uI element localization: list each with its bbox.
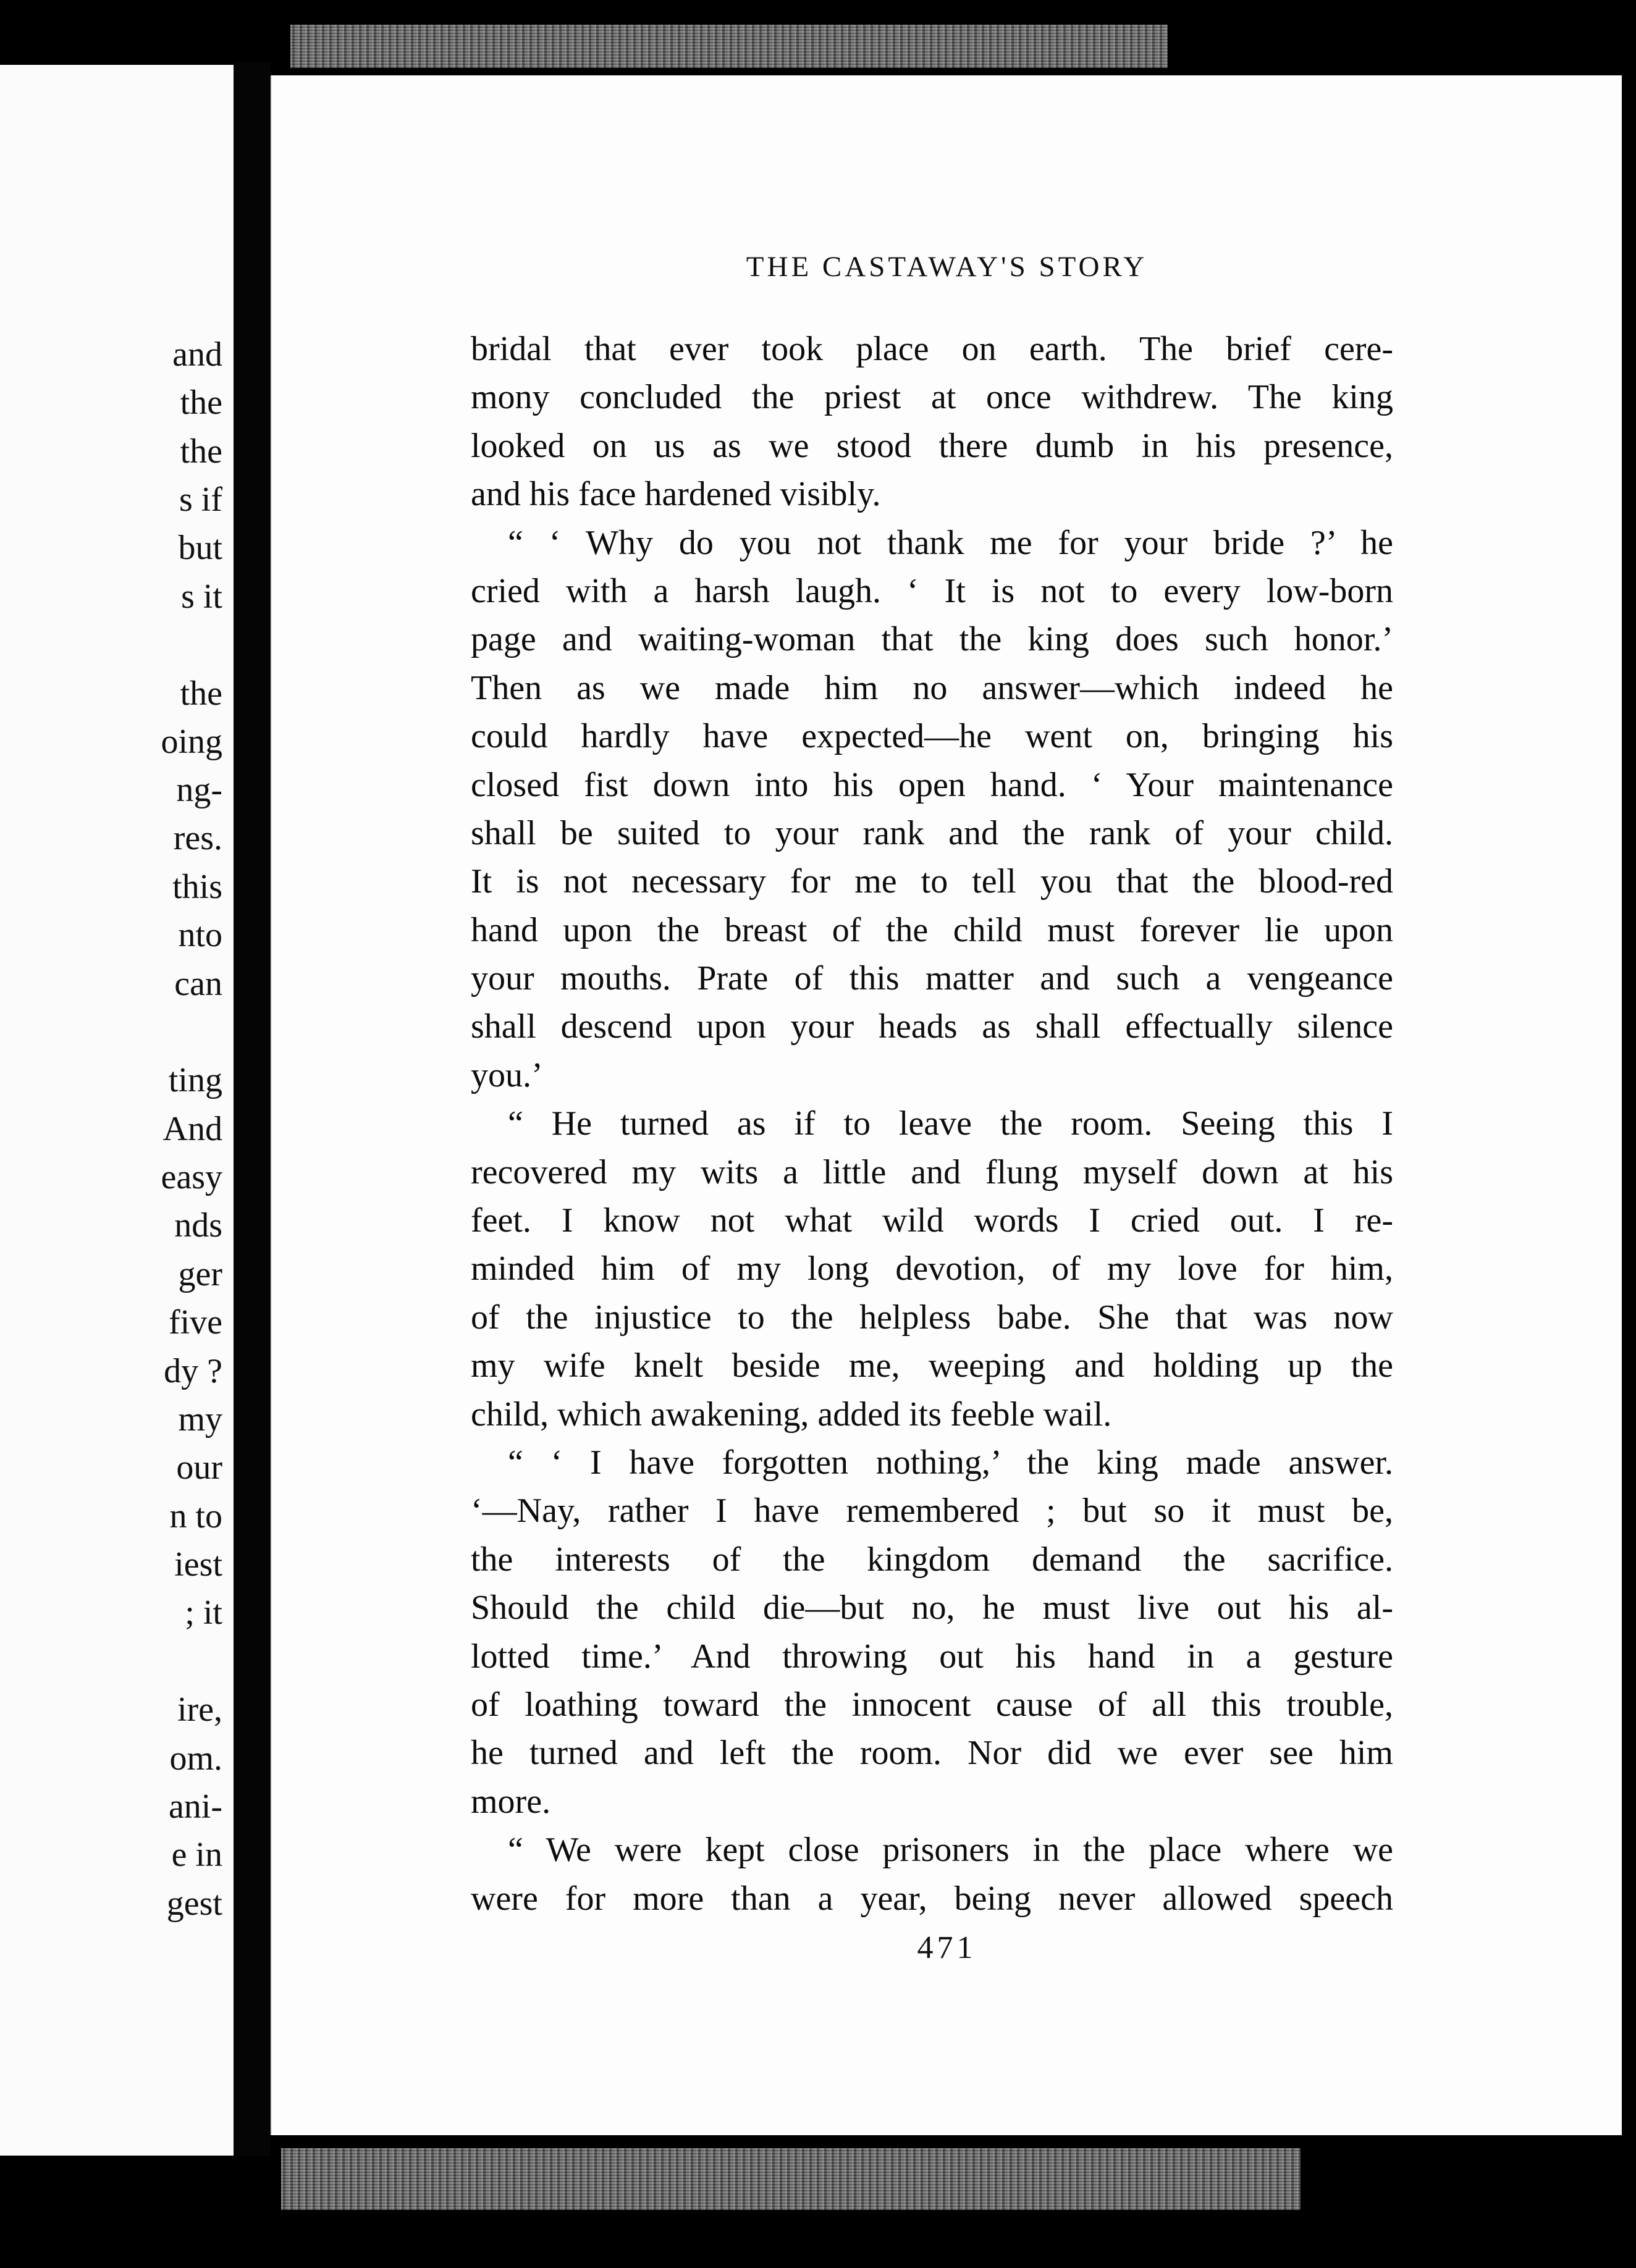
left-line-fragment: my xyxy=(178,1400,222,1438)
text-line: shall descend upon your heads as shall effectually silence xyxy=(471,1007,1393,1046)
scan-edge-bottom xyxy=(281,2148,1301,2210)
right-page xyxy=(271,75,1622,2135)
text-line: the interests of the kingdom demand the sacrifice. xyxy=(471,1540,1393,1579)
left-line-fragment: ting xyxy=(168,1061,222,1099)
left-line-fragment: the xyxy=(180,432,222,471)
left-line-fragment: nto xyxy=(178,916,222,954)
text-line: closed fist down into his open hand. ‘ Your maintenance xyxy=(471,766,1393,804)
left-line-fragment: can xyxy=(174,965,222,1003)
text-line: page and waiting-woman that the king does such honor.’ xyxy=(471,620,1393,658)
scan-edge-top xyxy=(290,25,1168,68)
left-page xyxy=(0,65,234,2156)
left-line-fragment: but xyxy=(178,529,222,567)
text-line: of the injustice to the helpless babe. She that was now xyxy=(471,1298,1393,1337)
left-line-fragment: gest xyxy=(166,1884,222,1923)
text-line: recovered my wits a little and flung myself down at his xyxy=(471,1153,1393,1191)
left-line-fragment: res. xyxy=(173,819,222,857)
text-line: lotted time.’ And throwing out his hand in a gesture xyxy=(471,1637,1393,1676)
running-head: THE CASTAWAY'S STORY xyxy=(746,251,1148,283)
text-line: bridal that ever took place on earth. The brief cere- xyxy=(471,330,1393,368)
left-line-fragment: om. xyxy=(169,1739,222,1778)
left-line-fragment: s it xyxy=(181,578,222,616)
text-line: cried with a harsh laugh. ‘ It is not to every low-born xyxy=(471,572,1393,610)
left-line-fragment: ger xyxy=(178,1255,222,1293)
book-spine xyxy=(234,62,271,2156)
text-line: were for more than a year, being never allowed speech xyxy=(471,1880,1393,1918)
text-line: hand upon the breast of the child must forever lie upon xyxy=(471,911,1393,949)
text-line: ‘—Nay, rather I have remembered ; but so it must be, xyxy=(471,1492,1393,1530)
left-line-fragment: n to xyxy=(169,1497,222,1535)
text-line: minded him of my long devotion, of my love for him, xyxy=(471,1250,1393,1288)
left-line-fragment: nds xyxy=(174,1206,222,1245)
left-line-fragment: easy xyxy=(161,1158,222,1196)
text-line: It is not necessary for me to tell you that the blood-red xyxy=(471,862,1393,901)
text-line: your mouths. Prate of this matter and such a vengeance xyxy=(471,959,1393,998)
left-line-fragment: the xyxy=(180,384,222,422)
left-line-fragment: ; it xyxy=(185,1594,222,1632)
left-line-fragment: five xyxy=(168,1303,222,1342)
text-line: more. xyxy=(471,1783,551,1821)
text-line: “ ‘ Why do you not thank me for your bride ?’ he xyxy=(508,524,1393,562)
left-line-fragment: ng- xyxy=(176,771,222,809)
left-line-fragment: our xyxy=(176,1448,222,1487)
left-line-fragment: e in xyxy=(171,1836,222,1874)
left-line-fragment: oing xyxy=(161,723,222,761)
left-line-fragment: and xyxy=(172,335,222,374)
left-line-fragment: s if xyxy=(179,481,222,519)
left-line-fragment: the xyxy=(180,674,222,713)
text-line: shall be suited to your rank and the rank of your child. xyxy=(471,814,1393,852)
text-line: “ He turned as if to leave the room. Seeing this I xyxy=(508,1104,1393,1143)
text-line: looked on us as we stood there dumb in his presence, xyxy=(471,427,1393,465)
text-line: mony concluded the priest at once withdrew. The king xyxy=(471,378,1393,416)
left-line-fragment: this xyxy=(172,868,222,906)
page-number: 471 xyxy=(917,1930,977,1965)
text-line: feet. I know not what wild words I cried out. I re- xyxy=(471,1201,1393,1240)
left-line-fragment: ani- xyxy=(168,1787,222,1826)
text-line: my wife knelt beside me, weeping and holding up the xyxy=(471,1346,1393,1385)
text-line: and his face hardened visibly. xyxy=(471,475,881,513)
text-line: “ ‘ I have forgotten nothing,’ the king made answer. xyxy=(508,1443,1393,1482)
left-line-fragment: ire, xyxy=(177,1690,222,1729)
text-line: Then as we made him no answer—which indeed he xyxy=(471,669,1393,707)
text-line: could hardly have expected—he went on, bringing his xyxy=(471,717,1393,755)
left-line-fragment: dy ? xyxy=(164,1352,222,1390)
left-line-fragment: And xyxy=(162,1110,222,1148)
text-line: “ We were kept close prisoners in the place where we xyxy=(508,1831,1393,1869)
text-line: he turned and left the room. Nor did we ever see him xyxy=(471,1734,1393,1772)
text-line: you.’ xyxy=(471,1056,543,1094)
text-line: of loathing toward the innocent cause of all this trouble, xyxy=(471,1686,1393,1724)
left-line-fragment: iest xyxy=(174,1545,222,1584)
text-line: child, which awakening, added its feeble wail. xyxy=(471,1395,1112,1434)
text-line: Should the child die—but no, he must live out his al- xyxy=(471,1589,1393,1627)
